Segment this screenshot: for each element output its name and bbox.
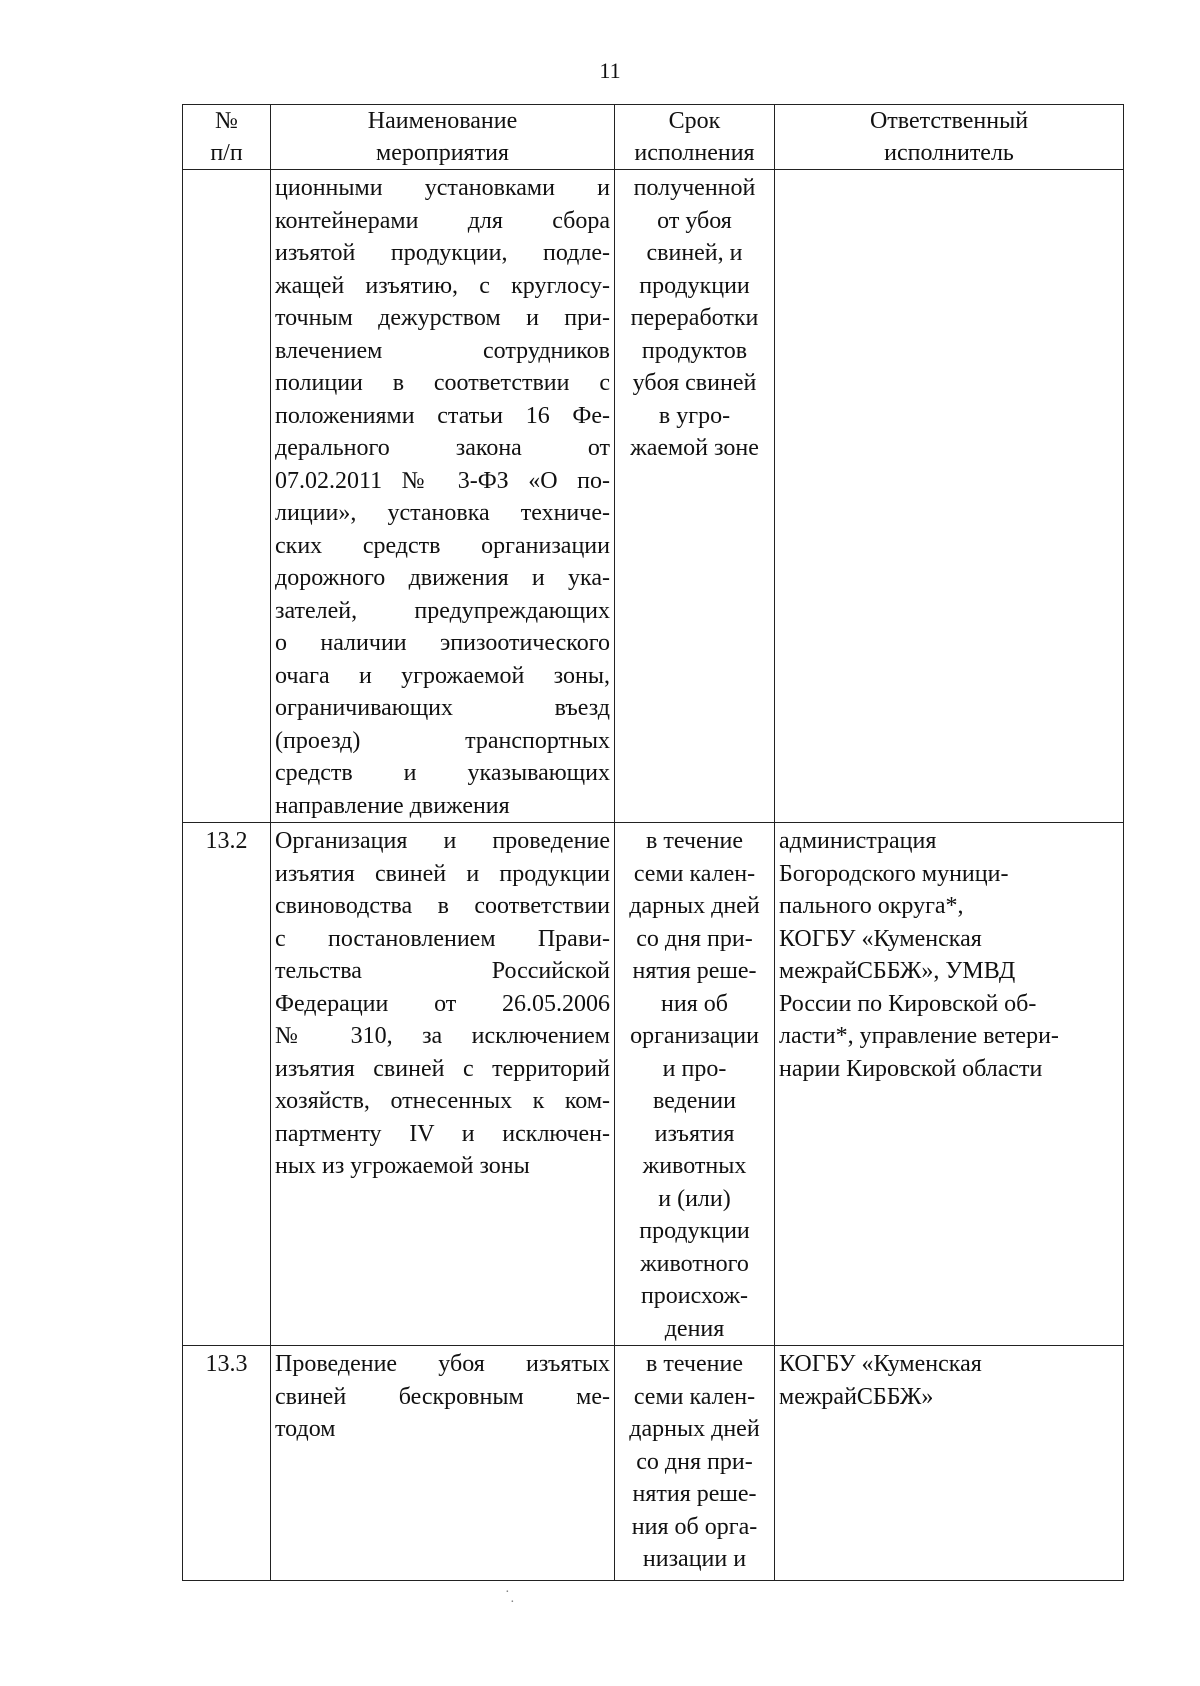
term-text-line: животных bbox=[642, 1153, 747, 1179]
name-text-line: ционными установками и bbox=[275, 175, 610, 201]
header-num-line: п/п bbox=[210, 140, 243, 166]
term-text-line: продукции bbox=[639, 272, 750, 299]
name-text-line: влечением сотрудников bbox=[275, 337, 610, 364]
responsible-cell bbox=[775, 170, 1124, 823]
header-term-line: исполнения bbox=[634, 140, 755, 166]
resp-text-line: межрайСББЖ» bbox=[779, 1383, 934, 1410]
name-text-line: № 310, за исключением bbox=[275, 1023, 610, 1049]
table-row bbox=[183, 170, 1124, 823]
term-text-line: и (или) bbox=[658, 1185, 731, 1212]
term-text-line: в течение bbox=[646, 828, 743, 854]
term-text-line: жаемой зоне bbox=[630, 435, 759, 461]
resp-text-line: пального округа*, bbox=[779, 893, 964, 919]
term-text-line: низации и bbox=[642, 1546, 747, 1572]
term-text-line: дарных дней bbox=[629, 1416, 760, 1442]
header-name bbox=[271, 105, 615, 170]
responsible-cell bbox=[775, 823, 1124, 1346]
name-text-line: Федерации от 26.05.2006 bbox=[275, 990, 610, 1017]
deadline-cell bbox=[615, 823, 775, 1346]
name-text-line: дерального закона от bbox=[275, 435, 610, 461]
name-text-line: жащей изъятию, с круглосу- bbox=[275, 272, 610, 299]
term-text-line: со дня при- bbox=[636, 1448, 753, 1475]
name-text-line: ских средств организации bbox=[275, 532, 610, 559]
header-name-line: мероприятия bbox=[376, 140, 509, 166]
row-number-cell: 13.3 bbox=[183, 1346, 271, 1581]
header-resp-line: исполнитель bbox=[884, 140, 1014, 166]
name-text-line: дорожного движения и ука- bbox=[275, 565, 610, 591]
term-text-line: и про- bbox=[662, 1055, 727, 1082]
resp-text-line: КОГБУ «Куменская bbox=[779, 925, 982, 952]
term-text-line: полученной bbox=[633, 175, 756, 201]
table-row bbox=[183, 823, 1124, 1346]
name-text-line: средств и указывающих bbox=[275, 760, 610, 786]
row-number-cell bbox=[183, 170, 271, 823]
table-row bbox=[183, 1346, 1124, 1581]
name-text-line: свиноводства в соответствии bbox=[275, 893, 610, 919]
scan-speck: · bbox=[510, 1595, 515, 1610]
resp-text-line: ласти*, управление ветери- bbox=[779, 1023, 1059, 1049]
deadline-cell bbox=[615, 170, 775, 823]
responsible-cell bbox=[775, 1346, 1124, 1581]
term-text-line: дарных дней bbox=[629, 893, 760, 919]
measures-table bbox=[182, 104, 1124, 1581]
deadline-cell bbox=[615, 1346, 775, 1581]
header-num bbox=[183, 105, 271, 170]
term-text-line: ния об орга- bbox=[631, 1513, 758, 1540]
term-text-line: в течение bbox=[646, 1351, 743, 1377]
term-text-line: организации bbox=[630, 1023, 759, 1049]
name-text-line: лиции», установка техниче- bbox=[275, 500, 610, 526]
header-row bbox=[183, 105, 1124, 170]
name-text-line: ограничивающих въезд bbox=[275, 695, 610, 721]
resp-text-line: России по Кировской об- bbox=[779, 990, 1037, 1017]
term-text-line: происхож- bbox=[640, 1283, 749, 1309]
measure-name-cell bbox=[271, 823, 615, 1346]
resp-text-line: КОГБУ «Куменская bbox=[779, 1351, 982, 1377]
name-text-line: изъятия свиней с территорий bbox=[275, 1055, 610, 1082]
name-text-line: зателей, предупреждающих bbox=[275, 597, 610, 624]
measure-name-cell bbox=[271, 1346, 615, 1581]
name-text-line: свиней бескровным ме- bbox=[275, 1383, 610, 1410]
resp-text-line: межрайСББЖ», УМВД bbox=[779, 958, 1016, 984]
table-body bbox=[183, 170, 1124, 1581]
term-text-line: животного bbox=[640, 1250, 749, 1277]
name-text-line: изъятой продукции, подле- bbox=[275, 240, 610, 266]
header-resp bbox=[775, 105, 1124, 170]
name-text-line: точным дежурством и при- bbox=[275, 305, 610, 331]
term-text-line: семи кален- bbox=[633, 1383, 756, 1410]
header-name-line: Наименование bbox=[367, 108, 518, 134]
name-text-line: полиции в соответствии с bbox=[275, 370, 610, 396]
name-text-line: тодом bbox=[275, 1416, 336, 1442]
name-text-line: (проезд) транспортных bbox=[275, 727, 610, 754]
name-text-line: изъятия свиней и продукции bbox=[275, 860, 610, 887]
name-text-line: Проведение убоя изъятых bbox=[275, 1351, 610, 1377]
resp-text-line: Богородского муници- bbox=[779, 860, 1009, 887]
name-text-line: с постановлением Прави- bbox=[275, 925, 610, 952]
name-text-line: 07.02.2011 № 3-ФЗ «О по- bbox=[275, 467, 610, 494]
resp-text-line: нарии Кировской области bbox=[779, 1055, 1043, 1082]
term-text-line: продуктов bbox=[641, 337, 748, 364]
term-text-line: дения bbox=[664, 1315, 725, 1342]
term-text-line: нятия реше- bbox=[632, 958, 757, 984]
header-num-line: № bbox=[215, 108, 238, 134]
row-number-cell: 13.2 bbox=[183, 823, 271, 1346]
name-text-line: тельства Российской bbox=[275, 958, 610, 984]
term-text-line: ния об bbox=[661, 990, 728, 1017]
name-text-line: партменту IV и исключен- bbox=[275, 1120, 610, 1147]
term-text-line: ведении bbox=[653, 1088, 736, 1114]
name-text-line: хозяйств, отнесенных к ком- bbox=[275, 1088, 610, 1114]
table-header bbox=[183, 105, 1124, 170]
page-number: 11 bbox=[599, 58, 621, 83]
term-text-line: семи кален- bbox=[633, 860, 756, 887]
name-text-line: очага и угрожаемой зоны, bbox=[275, 662, 610, 689]
term-text-line: свиней, и bbox=[646, 240, 743, 266]
header-term-line: Срок bbox=[668, 108, 721, 134]
term-text-line: в угро- bbox=[658, 402, 731, 429]
measure-name-cell bbox=[271, 170, 615, 823]
term-text-line: изъятия bbox=[654, 1120, 735, 1147]
term-text-line: продукции bbox=[639, 1218, 750, 1244]
name-text-line: о наличии эпизоотического bbox=[275, 630, 610, 656]
header-resp-line: Ответственный bbox=[869, 108, 1029, 134]
name-text-line: контейнерами для сбора bbox=[275, 207, 610, 234]
resp-text-line: администрация bbox=[779, 828, 937, 854]
term-text-line: нятия реше- bbox=[632, 1481, 757, 1507]
term-text-line: от убоя bbox=[657, 207, 732, 234]
term-text-line: со дня при- bbox=[636, 925, 753, 952]
header-term bbox=[615, 105, 775, 170]
term-text-line: убоя свиней bbox=[632, 370, 757, 396]
name-text-line: направление движения bbox=[275, 792, 510, 819]
name-text-line: положениями статьи 16 Фе- bbox=[275, 402, 610, 429]
scan-speck: · bbox=[505, 1585, 510, 1600]
name-text-line: ных из угрожаемой зоны bbox=[275, 1153, 530, 1179]
name-text-line: Организация и проведение bbox=[275, 828, 610, 854]
term-text-line: переработки bbox=[630, 305, 759, 331]
